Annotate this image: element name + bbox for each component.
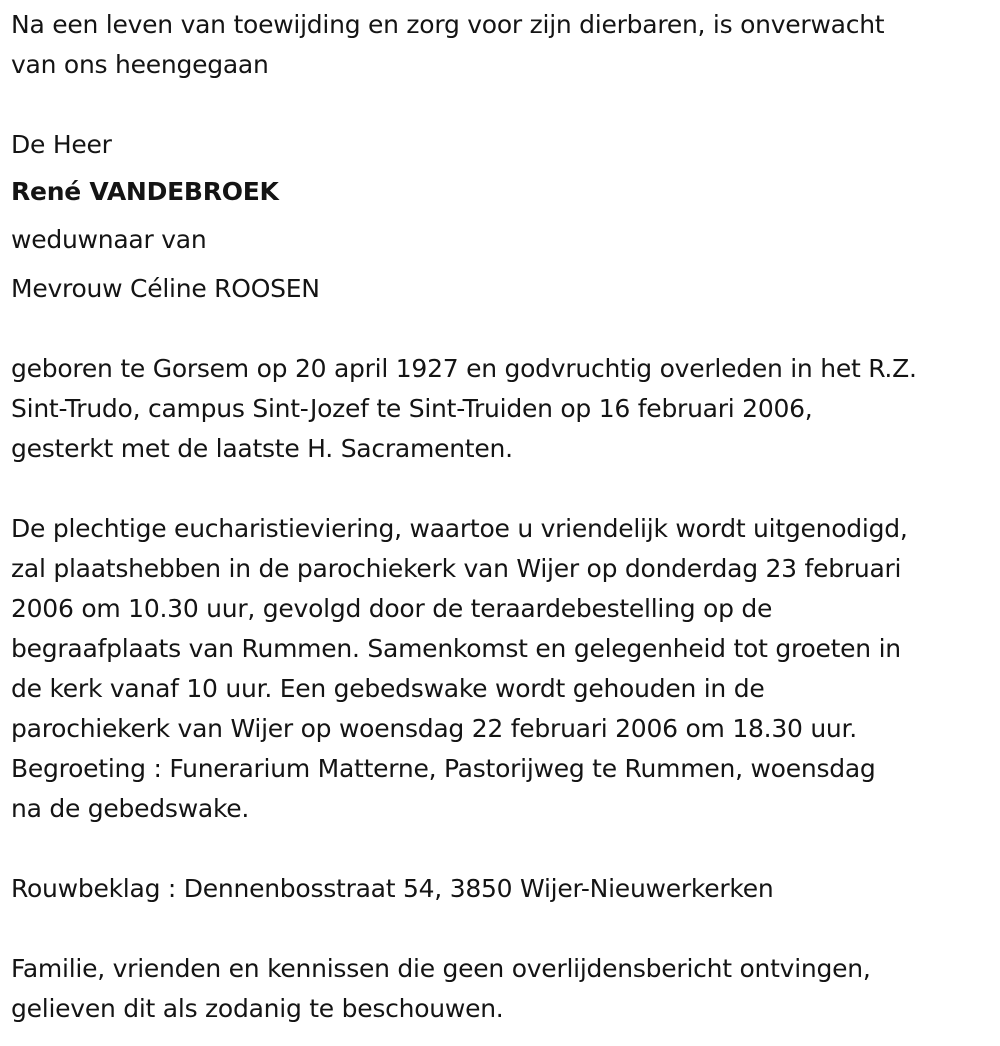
ceremony-line: parochiekerk van Wijer op woensdag 22 februari 2006 om 18.30 uur. [11, 714, 857, 743]
birth-death-line: gesterkt met de laatste H. Sacramenten. [11, 434, 513, 463]
ceremony-line: de kerk vanaf 10 uur. Een gebedswake wordt gehouden in de [11, 674, 765, 703]
ceremony-line: De plechtige eucharistieviering, waartoe u vriendelijk wordt uitgenodigd, [11, 514, 908, 543]
ceremony-line: begraafplaats van Rummen. Samenkomst en gelegenheid tot groeten in [11, 634, 901, 663]
honorific: De Heer [11, 130, 112, 159]
birth-death-line: geboren te Gorsem op 20 april 1927 en godvruchtig overleden in het R.Z. [11, 354, 917, 383]
closing-line: Familie, vrienden en kennissen die geen overlijdensbericht ontvingen, [11, 954, 871, 983]
ceremony-line: 2006 om 10.30 uur, gevolgd door de teraardebestelling op de [11, 594, 773, 623]
intro-line: Na een leven van toewijding en zorg voor zijn dierbaren, is onverwacht [11, 10, 885, 39]
ceremony-line: na de gebedswake. [11, 794, 250, 823]
intro-line: van ons heengegaan [11, 50, 269, 79]
relation-label: weduwnaar van [11, 225, 207, 254]
ceremony-line: zal plaatshebben in de parochiekerk van Wijer op donderdag 23 februari [11, 554, 902, 583]
deceased-name: René VANDEBROEK [11, 177, 279, 206]
spouse-name: Mevrouw Céline ROOSEN [11, 274, 320, 303]
birth-death-line: Sint-Trudo, campus Sint-Jozef te Sint-Truiden op 16 februari 2006, [11, 394, 813, 423]
condolence-address: Rouwbeklag : Dennenbosstraat 54, 3850 Wijer-Nieuwerkerken [11, 874, 774, 903]
closing-line: gelieven dit als zodanig te beschouwen. [11, 994, 504, 1023]
ceremony-line: Begroeting : Funerarium Matterne, Pastorijweg te Rummen, woensdag [11, 754, 876, 783]
